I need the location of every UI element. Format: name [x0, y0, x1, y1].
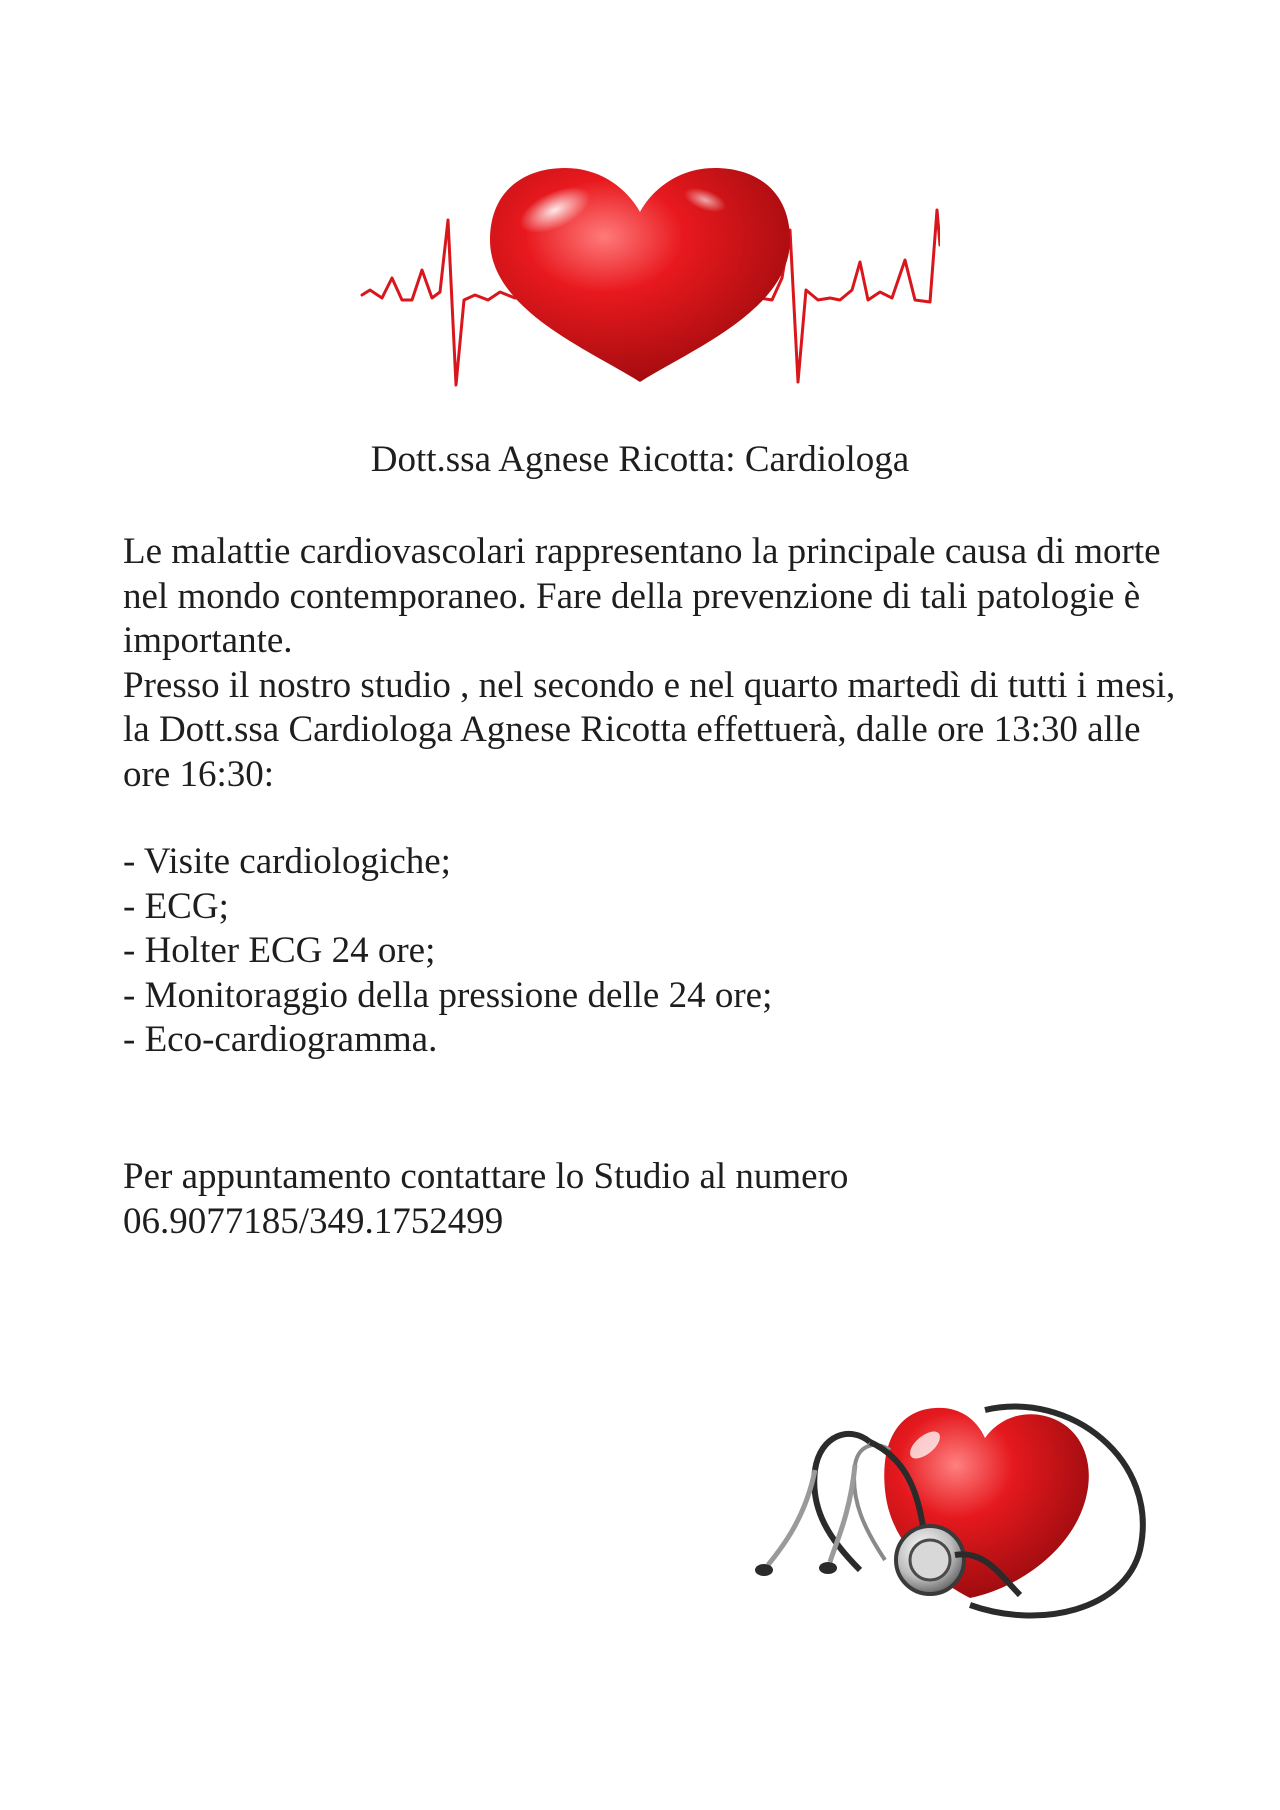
services-list — [123, 840, 772, 1063]
contact-info — [123, 1155, 848, 1244]
list-item: - Holter ECG 24 ore; — [123, 930, 436, 971]
intro-paragraph-1: Le malattie cardiovascolari rappresentano la principale causa di morte nel mondo contemporaneo. Fare della prevenzione di tali patologie è importante. — [123, 531, 1161, 661]
intro-paragraph-2: Presso il nostro studio , nel secondo e nel quarto martedì di tutti i mesi, la Dott.ssa Cardiologa Agnese Ricotta effettuerà, dalle ore 13:30 alle ore 16:30: — [123, 664, 1176, 795]
stethoscope-heart-icon — [740, 1350, 1170, 1640]
list-item: - Visite cardiologiche; — [123, 841, 451, 882]
list-item: - Eco-cardiogramma. — [123, 1019, 438, 1060]
intro-text — [123, 530, 1183, 797]
phone-numbers: 06.9077185/349.1752499 — [123, 1200, 504, 1242]
list-item: - Monitoraggio della pressione delle 24 ore; — [123, 974, 773, 1016]
list-item: - ECG; — [123, 885, 229, 927]
heart-ecg-icon — [340, 150, 940, 400]
contact-line: Per appuntamento contattare lo Studio al numero — [123, 1156, 849, 1197]
heart-shape — [490, 168, 790, 382]
page-title: Dott.ssa Agnese Ricotta: Cardiologa — [370, 439, 910, 480]
